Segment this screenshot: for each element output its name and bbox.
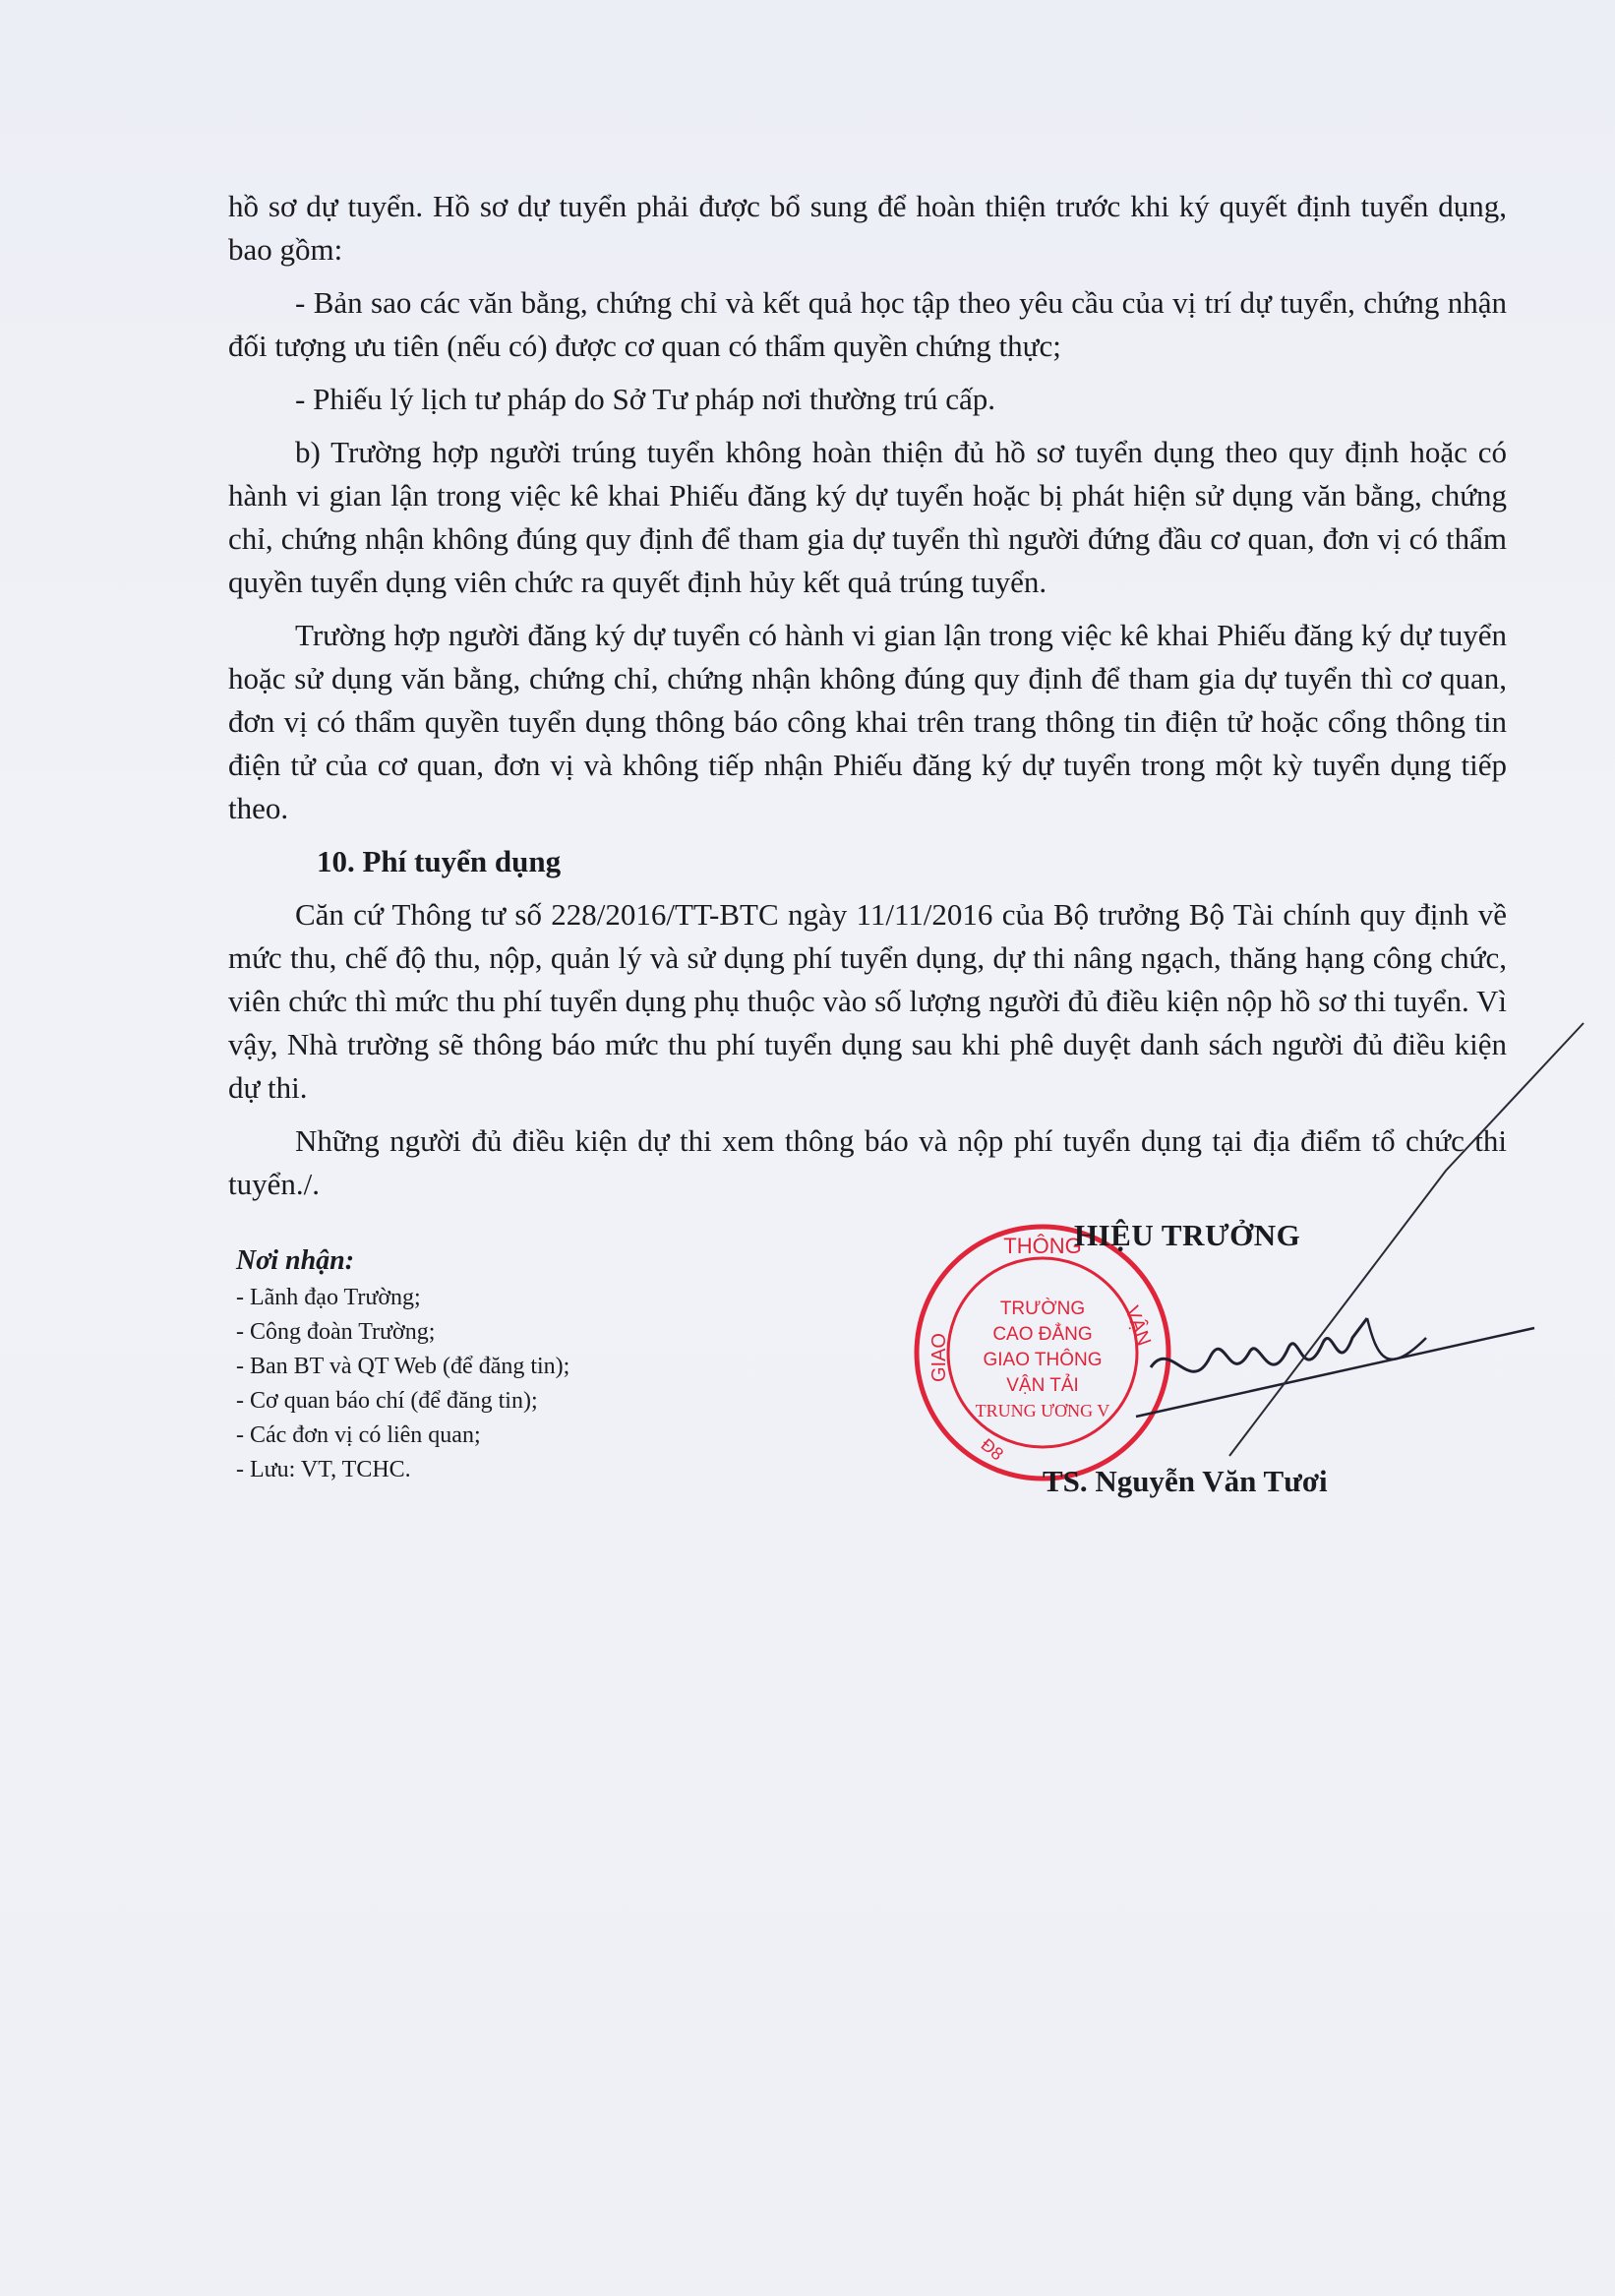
stamp-center-line: GIAO THÔNG [983, 1350, 1103, 1370]
recipient-item: - Công đoàn Trường; [236, 1319, 436, 1345]
recipient-item: - Cơ quan báo chí (để đăng tin); [236, 1388, 538, 1414]
recipient-item: - Các đơn vị có liên quan; [236, 1422, 481, 1448]
section-heading: 10. Phí tuyển dụng [317, 844, 562, 878]
body-text [228, 185, 1507, 1206]
stamp-ring-top: THÔNG [1003, 1234, 1082, 1258]
paragraph-2: - Bản sao các văn bằng, chứng chỉ và kết quả học tập theo yêu cầu của vị trí dự tuyển, chứng nhận đối tượng ưu tiên (nếu có) được cơ quan có thẩm quyền chứng thực; [228, 285, 1507, 363]
recipient-item: - Ban BT và QT Web (để đăng tin); [236, 1354, 570, 1379]
stamp-center-line: TRƯỜNG [999, 1299, 1086, 1319]
stamp-ring-bottom: Đ8 [977, 1434, 1008, 1465]
recipient-item: - Lãnh đạo Trường; [236, 1285, 421, 1310]
recipient-item: - Lưu: VT, TCHC. [236, 1457, 411, 1482]
paragraph-1: hồ sơ dự tuyển. Hồ sơ dự tuyển phải được bổ sung để hoàn thiện trước khi ký quyết định tuyển dụng, bao gồm: [228, 189, 1507, 267]
signer-title: HIỆU TRƯỞNG [1074, 1218, 1301, 1252]
stamp-center-line: CAO ĐẲNG [992, 1324, 1093, 1345]
signer-name: TS. Nguyễn Văn Tươi [1043, 1464, 1328, 1498]
recipients-title: Nơi nhận: [236, 1245, 355, 1276]
paragraph-3: - Phiếu lý lịch tư pháp do Sở Tư pháp nơi thường trú cấp. [295, 382, 996, 416]
paragraph-5: Trường hợp người đăng ký dự tuyển có hành vi gian lận trong việc kê khai Phiếu đăng ký dự tuyển hoặc sử dụng văn bằng, chứng chỉ, chứng nhận không đúng quy định để tham gia dự tuyển thì cơ quan, đơn vị có thẩm quyền tuyển dụng thông báo công khai trên trang thông tin điện tử hoặc cổng thông tin điện tử của cơ quan, đơn vị và không tiếp nhận Phiếu đăng ký dự tuyển trong một kỳ tuyển dụng tiếp theo. [228, 618, 1507, 825]
paragraph-6: Căn cứ Thông tư số 228/2016/TT-BTC ngày 11/11/2016 của Bộ trưởng Bộ Tài chính quy định về mức thu, chế độ thu, nộp, quản lý và sử dụng phí tuyển dụng, dự thi nâng ngạch, thăng hạng công chức, viên chức thì mức thu phí tuyển dụng phụ thuộc vào số lượng người đủ điều kiện nộp hồ sơ thi tuyển. Vì vậy, Nhà trường sẽ thông báo mức thu phí tuyển dụng sau khi phê duyệt danh sách người đủ điều kiện dự thi. [228, 897, 1507, 1105]
paragraph-7: Những người đủ điều kiện dự thi xem thông báo và nộp phí tuyển dụng tại địa điểm tổ chức thi tuyển./. [228, 1123, 1507, 1201]
stamp-ring-right: VẬN [1120, 1302, 1156, 1350]
stamp-center-line: VẬN TẢI [1006, 1375, 1079, 1396]
stamp-ring-left: GIAO [928, 1332, 950, 1383]
stamp-center-line: TRUNG ƯƠNG V [975, 1401, 1110, 1420]
recipients-block [236, 1241, 787, 1487]
handwritten-signature [1131, 1299, 1544, 1436]
recipients-list [236, 1281, 787, 1487]
paragraph-4: b) Trường hợp người trúng tuyển không hoàn thiện đủ hồ sơ tuyển dụng theo quy định hoặc có hành vi gian lận trong việc kê khai Phiếu đăng ký dự tuyển hoặc bị phát hiện sử dụng văn bằng, chứng chỉ, chứng nhận không đúng quy định để tham gia dự tuyển thì người đứng đầu cơ quan, đơn vị có thẩm quyền tuyển dụng viên chức ra quyết định hủy kết quả trúng tuyển. [228, 435, 1507, 599]
